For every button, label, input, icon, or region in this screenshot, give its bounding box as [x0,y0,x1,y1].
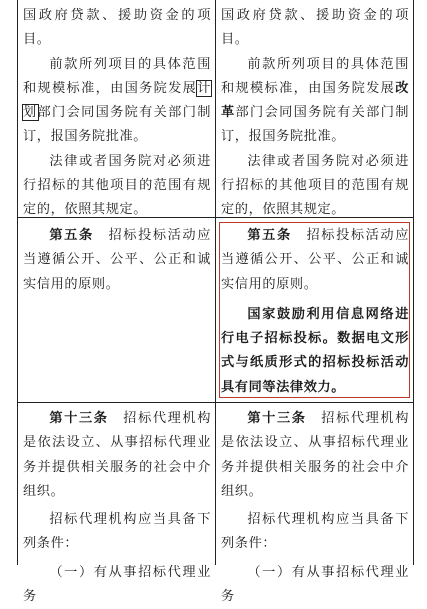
table-border-left [17,0,18,565]
row2-right-cell [221,224,409,400]
row1-right-cell [221,4,409,223]
bold-changed-word: 改革 [221,80,409,121]
row3-left-cell [23,407,211,609]
text-run: 部门会同国务院有关部门制订，报国务院批准。 [23,105,212,145]
paragraph [23,407,211,504]
row3-right-cell [221,407,409,609]
text-run: 招标代理机构是依法设立、从事招标代理业务并提供相关服务的社会中介组织。 [221,411,409,499]
paragraph: 国政府贷款、援助资金的项目。 [221,8,409,48]
paragraph: 法律或者国务院对必须进行招标的其他项目的范围有规定的，依照其规定。 [23,153,211,218]
paragraph [23,53,211,150]
paragraph [23,224,211,297]
row2-left-cell [23,224,211,297]
paragraph: 招标代理机构应当具备下列条件： [23,512,211,552]
article-number: 第十三条 [247,411,307,426]
text-run: 招标投标活动应当遵循公开、公平、公正和诚实信用的原则。 [221,228,409,292]
text-run: 招标投标活动应当遵循公开、公平、公正和诚实信用的原则。 [23,228,211,292]
table-border-right [413,0,414,565]
row-divider-2 [17,402,414,403]
paragraph: 法律或者国务院对必须进行招标的其他项目的范围有规定的，依照其规定。 [221,153,409,218]
article-number: 第五条 [247,228,292,243]
article-number: 第十三条 [49,411,109,426]
paragraph: 招标代理机构应当具备下列条件： [221,512,409,552]
added-bold-paragraph: 国家鼓励利用信息网络进行电子招标投标。数据电文形式与纸质形式的招标投标活动具有同等法律效力。 [221,306,409,395]
highlighted-word-box: 计划 [23,80,211,121]
paragraph: （一）有从事招标代理业务 [23,564,211,605]
paragraph [221,53,409,150]
text-run: 招标代理机构是依法设立、从事招标代理业务并提供相关服务的社会中介组织。 [23,411,211,499]
comparison-table [17,0,414,605]
paragraph [221,407,409,504]
article-number: 第五条 [49,228,94,243]
paragraph: （一）有从事招标代理业务 [221,564,409,605]
row1-left-cell [23,4,211,223]
table-column-divider [215,0,216,565]
paragraph: 国政府贷款、援助资金的项目。 [23,8,211,48]
text-run: 前款所列项目的具体范围和规模标准，由国务院发展 [221,56,409,96]
paragraph [221,224,409,297]
text-run: 前款所列项目的具体范围和规模标准，由国务院发展 [23,56,211,96]
text-run: 部门会同国务院有关部门制订，报国务院批准。 [221,105,410,145]
